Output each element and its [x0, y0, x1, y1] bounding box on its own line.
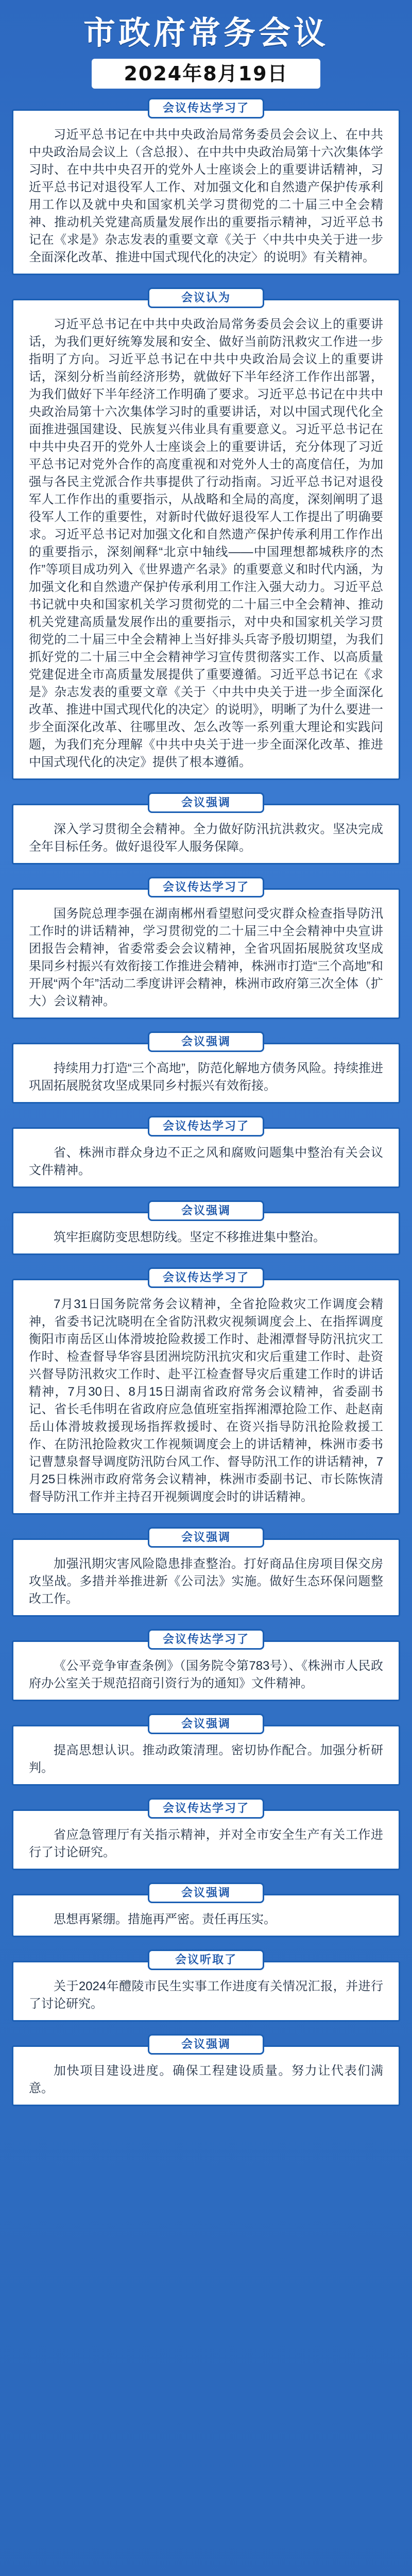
section-paragraph: 关于2024年醴陵市民生实事工作进度有关情况汇报，并进行了讨论研究。 — [29, 1979, 383, 2011]
section-paragraph: 省应急管理厅有关指示精神，并对全市安全生产有关工作进行了讨论研究。 — [29, 1828, 383, 1859]
content-section — [12, 1798, 400, 1870]
section-label: 会议认为 — [148, 287, 264, 308]
section-label: 会议传达学习了 — [148, 98, 264, 118]
content-section — [12, 1950, 400, 2022]
section-label: 会议强调 — [148, 1714, 264, 1734]
section-paragraph: 加强汛期灾害风险隐患排查整治。打好商品住房项目保交房攻坚战。多措并举推进新《公司法》实施。做好生态环保问题整改工作。 — [29, 1557, 383, 1606]
content-section — [12, 1714, 400, 1786]
section-paragraph: 持续用力打造“三个高地”，防范化解地方债务风险。持续推进巩固拓展脱贫攻坚成果同乡村振兴有效衔接。 — [29, 1061, 383, 1093]
content-section — [12, 1883, 400, 1937]
section-paragraph: 加快项目建设进度。确保工程建设质量。努力让代表们满意。 — [29, 2064, 383, 2095]
section-label: 会议传达学习了 — [148, 877, 264, 897]
content-section — [12, 287, 400, 780]
meeting-date: 2024年8月19日 — [92, 59, 320, 89]
sections-container — [12, 98, 400, 2106]
content-section — [12, 877, 400, 1019]
content-section — [12, 1527, 400, 1617]
section-paragraph: 习近平总书记在中共中央政治局常务委员会会议上的重要讲话，为我们更好统筹发展和安全、做好当前防汛救灾工作进一步指明了方向。习近平总书记在中共中央政治局会议上的重要讲话，深刻分析当前经济形势，就做好下半年经济工作作出部署，为我们做好下半年经济工作明确了要求。习近平总书记在中共中央政治局第十六次集体学习时的重要讲话，对以中国式现代化全面推进强国建设、民族复兴伟业具有重要意义。习近平总书记在中共中央召开的党外人士座谈会上的重要讲话，充分体现了习近平总书记对党外合作的高度重视和对党外人士的高度信任，为加强与各民主党派合作共事提供了行动指南。习近平总书记对退役军人工作作出的重要指示，从战略和全局的高度，深刻阐明了退役军人工作的重要性，对新时代做好退役军人工作提出了明确要求。习近平总书记对加强文化和自然遗产保护传承利用工作作出的重要指示，深刻阐释“北京中轴线——中国理想都城秩序的杰作”等项目成功列入《世界遗产名录》的重要意义和时代内涵，为加强文化和自然遗产保护传承利用工作注入强大动力。习近平总书记就中央和国家机关学习贯彻党的二十届三中全会精神、推动机关党建高质量发展作出的重要指示，对中央和国家机关学习贯彻党的二十届三中全会精神上当好排头兵寄予殷切期望，为我们抓好党的二十届三中全会精神学习宣传贯彻落实工作、以高质量党建促进全市高质量发展提供了重要遵循。习近平总书记在《求是》杂志发表的重要文章《关于〈中共中央关于进一步全面深化改革、推进中国式现代化的决定〉的说明》，明晰了为什么要进一步全面深化改革、往哪里改、怎么改等一系列重大理论和实践问题，为我们充分理解《中共中央关于进一步全面深化改革、推进中国式现代化的决定》提供了根本遵循。 — [29, 317, 383, 769]
section-label: 会议传达学习了 — [148, 1798, 264, 1819]
section-label: 会议传达学习了 — [148, 1629, 264, 1650]
section-body — [12, 888, 400, 1019]
section-label: 会议传达学习了 — [148, 1116, 264, 1137]
section-label: 会议强调 — [148, 792, 264, 813]
section-label: 会议强调 — [148, 2034, 264, 2055]
section-body — [12, 109, 400, 275]
section-body — [12, 1538, 400, 1617]
section-paragraph: 国务院总理李强在湖南郴州看望慰问受灾群众检查指导防汛工作时的讲话精神，学习贯彻党的二十届三中全会精神中央宣讲团报告会精神，省委常委会会议精神，全省巩固拓展脱贫攻坚成果同乡村振兴有效衔接工作推进会精神，株洲市打造“三个高地”和开展“两个年”活动二季度讲评会精神，株洲市政府第三次全体（扩大）会议精神。 — [29, 907, 383, 1008]
section-label: 会议强调 — [148, 1527, 264, 1548]
content-section — [12, 1629, 400, 1701]
content-section — [12, 98, 400, 275]
section-paragraph: 思想再紧绷。措施再严密。责任再压实。 — [54, 1912, 276, 1926]
section-paragraph: 提高思想认识。推动政策清理。密切协作配合。加强分析研判。 — [29, 1743, 383, 1775]
section-paragraph: 筑牢拒腐防变思想防线。坚定不移推进集中整治。 — [54, 1230, 325, 1244]
content-section — [12, 1267, 400, 1515]
section-body — [12, 299, 400, 780]
content-section — [12, 1200, 400, 1255]
section-label: 会议传达学习了 — [148, 1267, 264, 1288]
content-section — [12, 2034, 400, 2106]
section-label: 会议强调 — [148, 1200, 264, 1221]
content-section — [12, 1031, 400, 1104]
section-body — [12, 1279, 400, 1515]
section-paragraph: 省、株洲市群众身边不正之风和腐败问题集中整治有关会议文件精神。 — [29, 1146, 383, 1177]
section-label: 会议强调 — [148, 1031, 264, 1052]
page-title: 市政府常务会议 — [83, 14, 329, 52]
section-paragraph: 深入学习贯彻全会精神。全力做好防汛抗洪救灾。坚决完成全年目标任务。做好退役军人服务保障。 — [29, 822, 383, 854]
section-label: 会议强调 — [148, 1883, 264, 1903]
content-section — [12, 1116, 400, 1188]
content-section — [12, 792, 400, 865]
section-label: 会议听取了 — [148, 1950, 264, 1970]
section-paragraph: 《公平竞争审查条例》（国务院令第783号）、《株洲市人民政府办公室关于规范招商引资行为的通知》文件精神。 — [29, 1659, 383, 1690]
section-paragraph: 7月31日国务院常务会议精神，全省抢险救灾工作调度会精神，省委书记沈晓明在全省防汛救灾视频调度会上、在指挥调度衡阳市南岳区山体滑坡抢险救援工作时、赴湘潭督导防汛抗灾工作时、检查督导华容县团洲垸防汛抗灾和灾后重建工作时、赴资兴督导防汛救灾工作时、赴平江检查督导灾后重建工作时的讲话精神，7月30日、8月15日湖南省政府常务会议精神，省委副书记、省长毛伟明在省政府应急值班室指挥湘潭抢险工作、赴赵南岳山体滑坡救援现场指挥救援时、在资兴指导防汛抢险救援工作、在防汛抢险救灾工作视频调度会上的讲话精神，株洲市委书记曹慧泉督导调度防汛防台风工作、督导防汛工作的讲话精神，7月25日株洲市政府常务会议精神，株洲市委副书记、市长陈恢清督导防汛工作并主持召开视频调度会时的讲话精神。 — [29, 1297, 383, 1504]
section-paragraph: 习近平总书记在中共中央政治局常务委员会会议上、在中共中央政治局会议上（含总报）、在中共中央政治局第十六次集体学习时、在中共中央召开的党外人士座谈会上的重要讲话精神，习近平总书记对退役军人工作、对加强文化和自然遗产保护传承利用工作以及就中央和国家机关学习贯彻党的二十届三中全会精神、推动机关党建高质量发展作出的重要指示精神，习近平总书记在《求是》杂志发表的重要文章《关于〈中共中央关于进一步全面深化改革、推进中国式现代化的决定〉的说明》有关精神。 — [29, 128, 383, 264]
